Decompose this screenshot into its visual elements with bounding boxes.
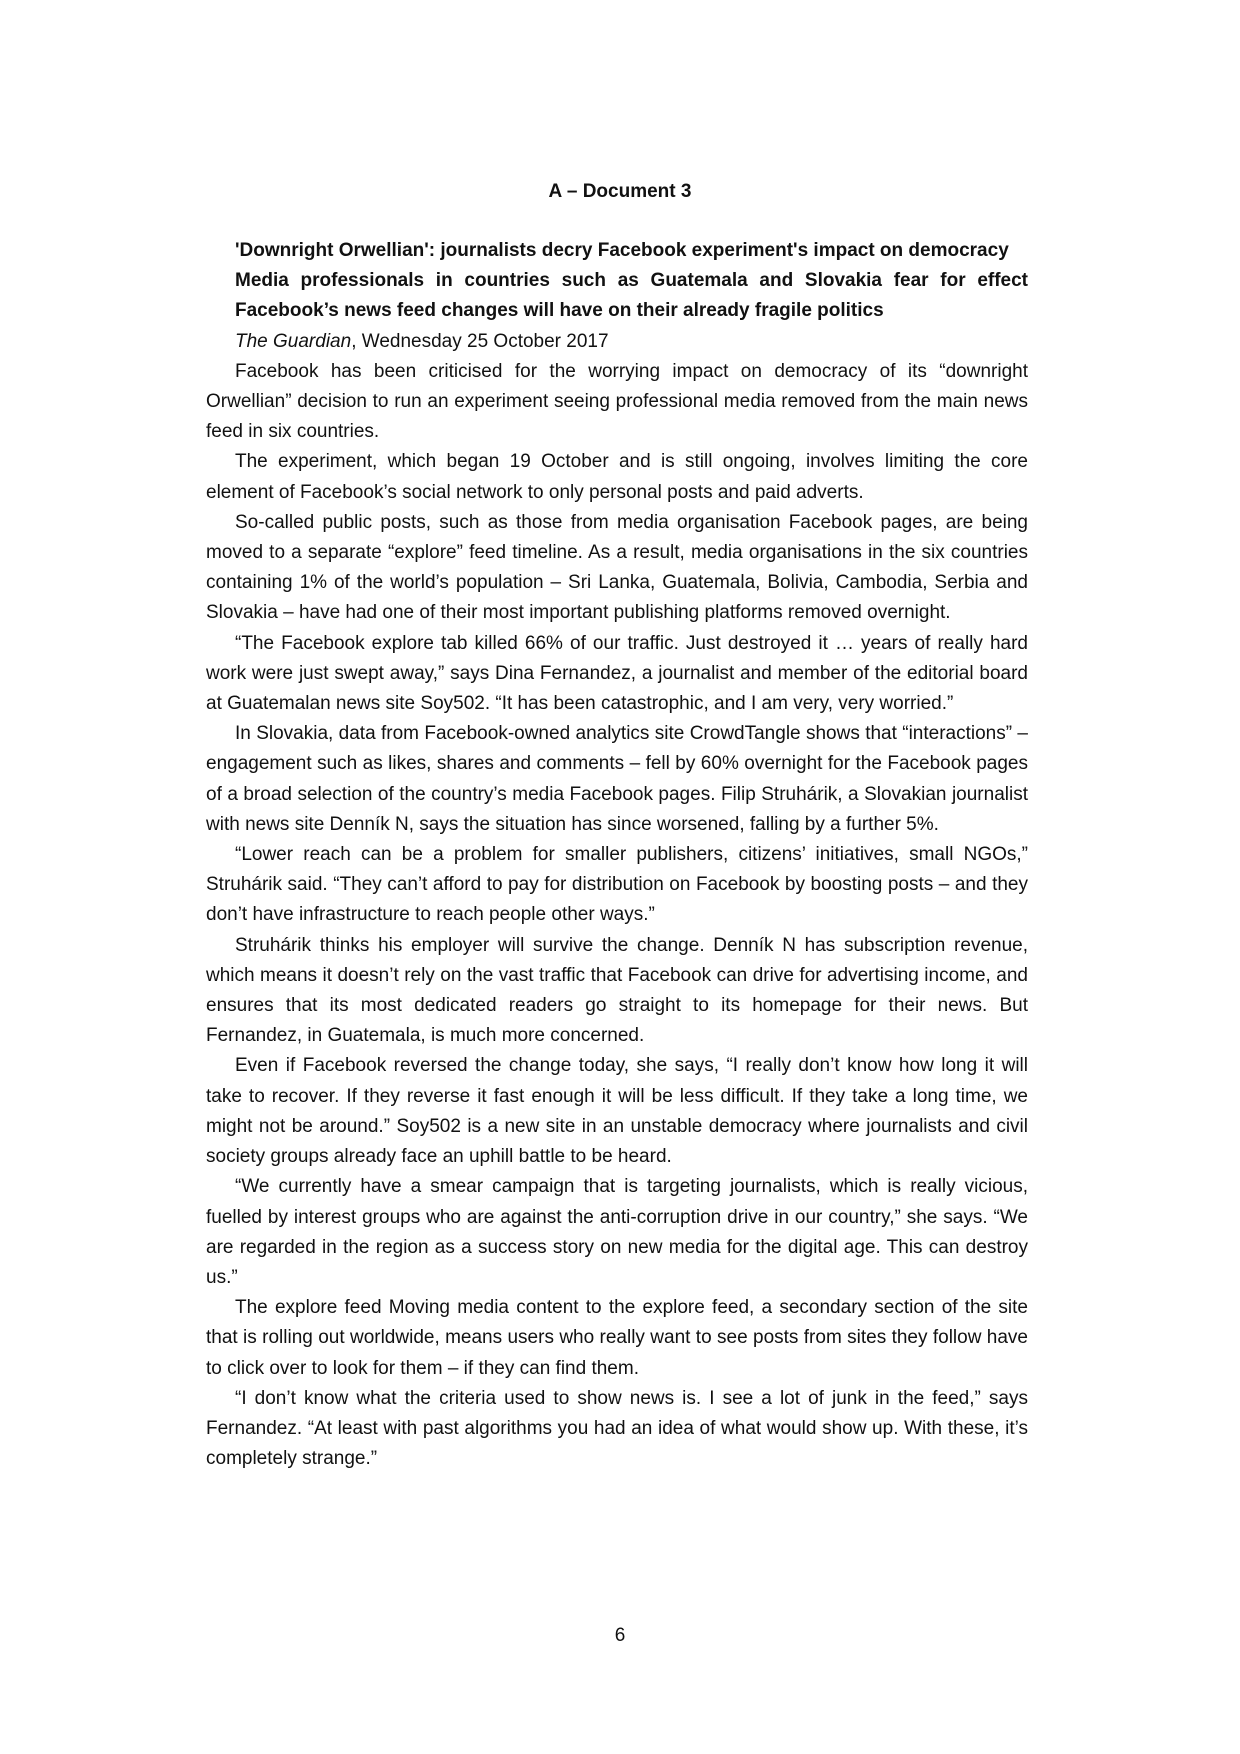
- article-paragraph: “We currently have a smear campaign that is targeting journalists, which is really vicious, fuelled by interest groups who are against the anti-corruption drive in our country,” she says. “We are regarded in the region as a success story on new media for the digital age. This can destroy us.”: [206, 1176, 1028, 1288]
- article-body: [206, 236, 1028, 1474]
- article-byline: [206, 327, 1028, 357]
- article-paragraph: Struhárik thinks his employer will survive the change. Denník N has subscription revenue, which means it doesn’t rely on the vast traffic that Facebook can drive for advertising income, and ensures that its most dedicated readers go straight to its homepage for their news. But Fernandez, in Guatemala, is much more concerned.: [206, 934, 1028, 1047]
- article-headline: 'Downright Orwellian': journalists decry Facebook experiment's impact on democracy: [235, 240, 1009, 261]
- article-paragraph: So-called public posts, such as those from media organisation Facebook pages, are being moved to a separate “explore” feed timeline. As a result, media organisations in the six countries containing 1% of the world’s population – Sri Lanka, Guatemala, Bolivia, Cambodia, Serbia and Slovakia – have had one of their most important publishing platforms removed overnight.: [206, 511, 1028, 624]
- document-label: A – Document 3: [548, 181, 692, 202]
- publication-date: , Wednesday 25 October 2017: [351, 330, 609, 352]
- article-paragraph: The experiment, which began 19 October and is still ongoing, involves limiting the core element of Facebook’s social network to only personal posts and paid adverts.: [206, 451, 1028, 503]
- article-paragraph: Even if Facebook reversed the change today, she says, “I really don’t know how long it will take to recover. If they reverse it fast enough it will be less difficult. If they take a long time, we might not be around.” Soy502 is a new site in an unstable democracy where journalists and civil society groups already face an uphill battle to be heard.: [206, 1055, 1028, 1168]
- article-paragraph: “Lower reach can be a problem for smaller publishers, citizens’ initiatives, small NGOs,” Struhárik said. “They can’t afford to pay for distribution on Facebook by boosting posts – and they don’t have infrastructure to reach people other ways.”: [206, 844, 1028, 926]
- article-paragraph: Facebook has been criticised for the worrying impact on democracy of its “downright Orwellian” decision to run an experiment seeing professional media removed from the main news feed in six countries.: [206, 360, 1028, 443]
- source-name: The Guardian: [235, 330, 352, 352]
- article-paragraph: “The Facebook explore tab killed 66% of our traffic. Just destroyed it … years of really hard work were just swept away,” says Dina Fernandez, a journalist and member of the editorial board at Guatemalan news site Soy502. “It has been catastrophic, and I am very, very worried.”: [206, 632, 1028, 715]
- article-paragraph: In Slovakia, data from Facebook-owned analytics site CrowdTangle shows that “interactions” – engagement such as likes, shares and comments – fell by 60% overnight for the Facebook pages of a broad selection of the country’s media Facebook pages. Filip Struhárik, a Slovakian journalist with news site Denník N, says the situation has since worsened, falling by a further 5%.: [206, 723, 1028, 835]
- page-number: 6: [614, 1625, 626, 1646]
- article-subheadline: Media professionals in countries such as Guatemala and Slovakia fear for effect Facebook’s news feed changes will have on their already fragile politics: [235, 270, 1028, 322]
- article-paragraph: The explore feed Moving media content to the explore feed, a secondary section of the site that is rolling out worldwide, means users who really want to see posts from sites they follow have to click over to look for them – if they can find them.: [206, 1297, 1028, 1379]
- article-paragraph: “I don’t know what the criteria used to show news is. I see a lot of junk in the feed,” says Fernandez. “At least with past algorithms you had an idea of what would show up. With these, it’s completely strange.”: [206, 1387, 1028, 1470]
